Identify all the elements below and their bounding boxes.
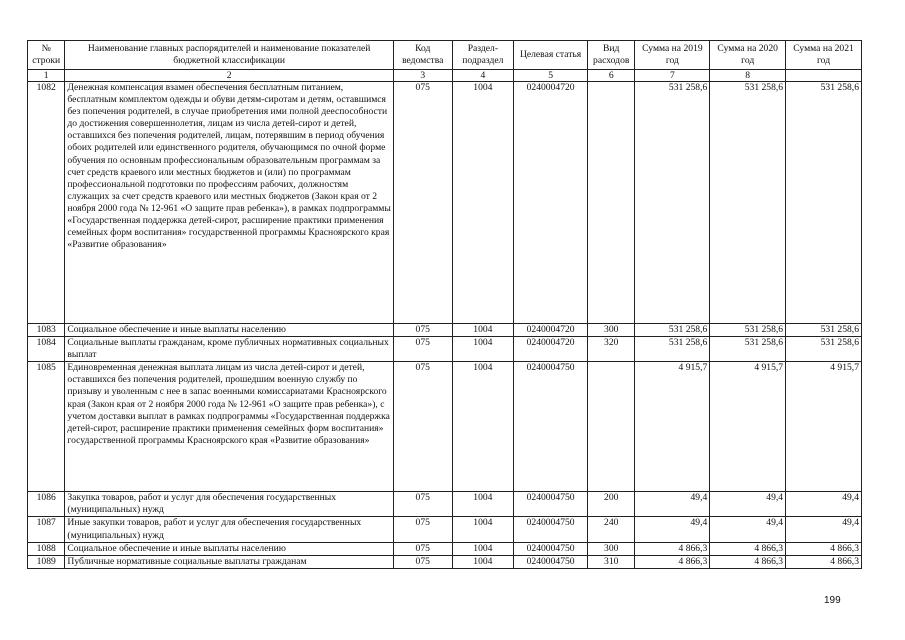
row-name: Социальное обеспечение и иные выплаты населению: [65, 542, 394, 555]
row-sum-2021: 4 866,3: [786, 555, 862, 568]
row-type: 240: [587, 517, 635, 542]
row-section: 1004: [452, 492, 514, 517]
header-section: Раздел-подраздел: [452, 41, 514, 70]
header-row-no: № строки: [28, 41, 65, 70]
header-sum-2021: Сумма на 2021 год: [786, 41, 862, 70]
row-type: 310: [587, 555, 635, 568]
row-sum-2019: 531 258,6: [635, 82, 710, 324]
row-sum-2019: 531 258,6: [635, 337, 710, 362]
column-number-row: [28, 70, 862, 82]
row-target: 0240004750: [514, 517, 588, 542]
row-type: 200: [587, 492, 635, 517]
row-sum-2021: 4 915,7: [786, 362, 862, 492]
row-sum-2020: 49,4: [710, 517, 786, 542]
column-number: 4: [452, 70, 514, 82]
row-number: 1088: [28, 542, 65, 555]
column-number: 1: [28, 70, 65, 82]
budget-table: [27, 40, 862, 569]
header-expense-type: Вид расходов: [587, 41, 635, 70]
header-dept-code: Код ведомства: [393, 41, 452, 70]
row-sum-2020: 4 915,7: [710, 362, 786, 492]
row-section: 1004: [452, 555, 514, 568]
row-dept: 075: [393, 492, 452, 517]
column-number: 5: [514, 70, 588, 82]
row-type: 300: [587, 542, 635, 555]
row-sum-2020: 531 258,6: [710, 337, 786, 362]
row-dept: 075: [393, 337, 452, 362]
row-sum-2020: 49,4: [710, 492, 786, 517]
row-number: 1082: [28, 82, 65, 324]
row-sum-2020: 531 258,6: [710, 324, 786, 337]
row-number: 1085: [28, 362, 65, 492]
row-number: 1089: [28, 555, 65, 568]
row-sum-2021: 4 866,3: [786, 542, 862, 555]
table-row: [28, 517, 862, 542]
row-target: 0240004750: [514, 555, 588, 568]
row-section: 1004: [452, 82, 514, 324]
column-number: 7: [635, 70, 710, 82]
row-target: 0240004750: [514, 492, 588, 517]
row-number: 1084: [28, 337, 65, 362]
row-dept: 075: [393, 362, 452, 492]
row-sum-2021: 531 258,6: [786, 82, 862, 324]
row-dept: 075: [393, 542, 452, 555]
table-row: [28, 337, 862, 362]
header-name: Наименование главных распорядителей и наименование показателей бюджетной классификации: [65, 41, 394, 70]
row-target: 0240004750: [514, 542, 588, 555]
row-section: 1004: [452, 517, 514, 542]
row-section: 1004: [452, 362, 514, 492]
row-type: 300: [587, 324, 635, 337]
header-row: [28, 41, 862, 70]
row-name: Социальное обеспечение и иные выплаты населению: [65, 324, 394, 337]
column-number: 3: [393, 70, 452, 82]
row-target: 0240004720: [514, 82, 588, 324]
row-type: [587, 82, 635, 324]
row-target: 0240004720: [514, 337, 588, 362]
row-sum-2019: 49,4: [635, 517, 710, 542]
column-number: [786, 70, 862, 82]
row-dept: 075: [393, 555, 452, 568]
row-type: 320: [587, 337, 635, 362]
row-sum-2020: 4 866,3: [710, 542, 786, 555]
row-target: 0240004750: [514, 362, 588, 492]
row-name: Публичные нормативные социальные выплаты гражданам: [65, 555, 394, 568]
row-number: 1083: [28, 324, 65, 337]
row-dept: 075: [393, 324, 452, 337]
table-row: [28, 324, 862, 337]
row-target: 0240004720: [514, 324, 588, 337]
table-row: [28, 362, 862, 492]
row-sum-2021: 49,4: [786, 517, 862, 542]
header-sum-2019: Сумма на 2019 год: [635, 41, 710, 70]
row-sum-2019: 4 915,7: [635, 362, 710, 492]
row-name: Закупка товаров, работ и услуг для обеспечения государственных (муниципальных) нужд: [65, 492, 394, 517]
row-sum-2019: 4 866,3: [635, 542, 710, 555]
table-row: [28, 492, 862, 517]
column-number: 6: [587, 70, 635, 82]
column-number: 8: [710, 70, 786, 82]
row-section: 1004: [452, 324, 514, 337]
row-number: 1086: [28, 492, 65, 517]
row-sum-2021: 531 258,6: [786, 337, 862, 362]
row-name: Единовременная денежная выплата лицам из числа детей-сирот и детей, оставшихся без попечения родителей, прошедшим военную службу по призыву и уволенным с нее в запас военными комиссариатами Красноярского края (Закон края от 2 ноября 2000 года № 12-961 «О защите прав ребенка»), с учетом доставки выплат в рамках подпрограммы «Государственная поддержка детей-сирот, расширение практики применения семейных форм воспитания» государственной программы Красноярского края «Развитие образования»: [65, 362, 394, 492]
table-row: [28, 542, 862, 555]
page-number: 199: [824, 595, 841, 606]
row-dept: 075: [393, 517, 452, 542]
row-sum-2019: 531 258,6: [635, 324, 710, 337]
row-name: Иные закупки товаров, работ и услуг для обеспечения государственных (муниципальных) нужд: [65, 517, 394, 542]
row-dept: 075: [393, 82, 452, 324]
column-number: 2: [65, 70, 394, 82]
header-sum-2020: Сумма на 2020 год: [710, 41, 786, 70]
row-sum-2021: 49,4: [786, 492, 862, 517]
row-sum-2019: 4 866,3: [635, 555, 710, 568]
table-row: [28, 82, 862, 324]
row-sum-2020: 531 258,6: [710, 82, 786, 324]
header-target: Целевая статья: [514, 41, 588, 70]
table-row: [28, 555, 862, 568]
row-name: Денежная компенсация взамен обеспечения бесплатным питанием, бесплатным комплектом одежды и обуви детям-сиротам и детям, оставшимся без попечения родителей, в случае приобретения ими полной дееспособности до достижения совершеннолетия, лицам из числа детей-сирот и детей, оставшихся без попечения родителей, лицам, потерявшим в период обучения обоих родителей или единственного родителя, обучающимся по очной форме обучения по основным профессиональным образовательным программам за счет средств краевого или местных бюджетов и (или) по программам профессиональной подготовки по профессиям рабочих, должностям служащих за счет средств краевого или местных бюджетов (Закон края от 2 ноября 2000 года № 12-961 «О защите прав ребенка»), в рамках подпрограммы «Государственная поддержка детей-сирот, расширение практики применения семейных форм воспитания» государственной программы Красноярского края «Развитие образования»: [65, 82, 394, 324]
row-section: 1004: [452, 337, 514, 362]
row-type: [587, 362, 635, 492]
row-sum-2020: 4 866,3: [710, 555, 786, 568]
row-sum-2019: 49,4: [635, 492, 710, 517]
row-section: 1004: [452, 542, 514, 555]
row-number: 1087: [28, 517, 65, 542]
row-name: Социальные выплаты гражданам, кроме публичных нормативных социальных выплат: [65, 337, 394, 362]
row-sum-2021: 531 258,6: [786, 324, 862, 337]
